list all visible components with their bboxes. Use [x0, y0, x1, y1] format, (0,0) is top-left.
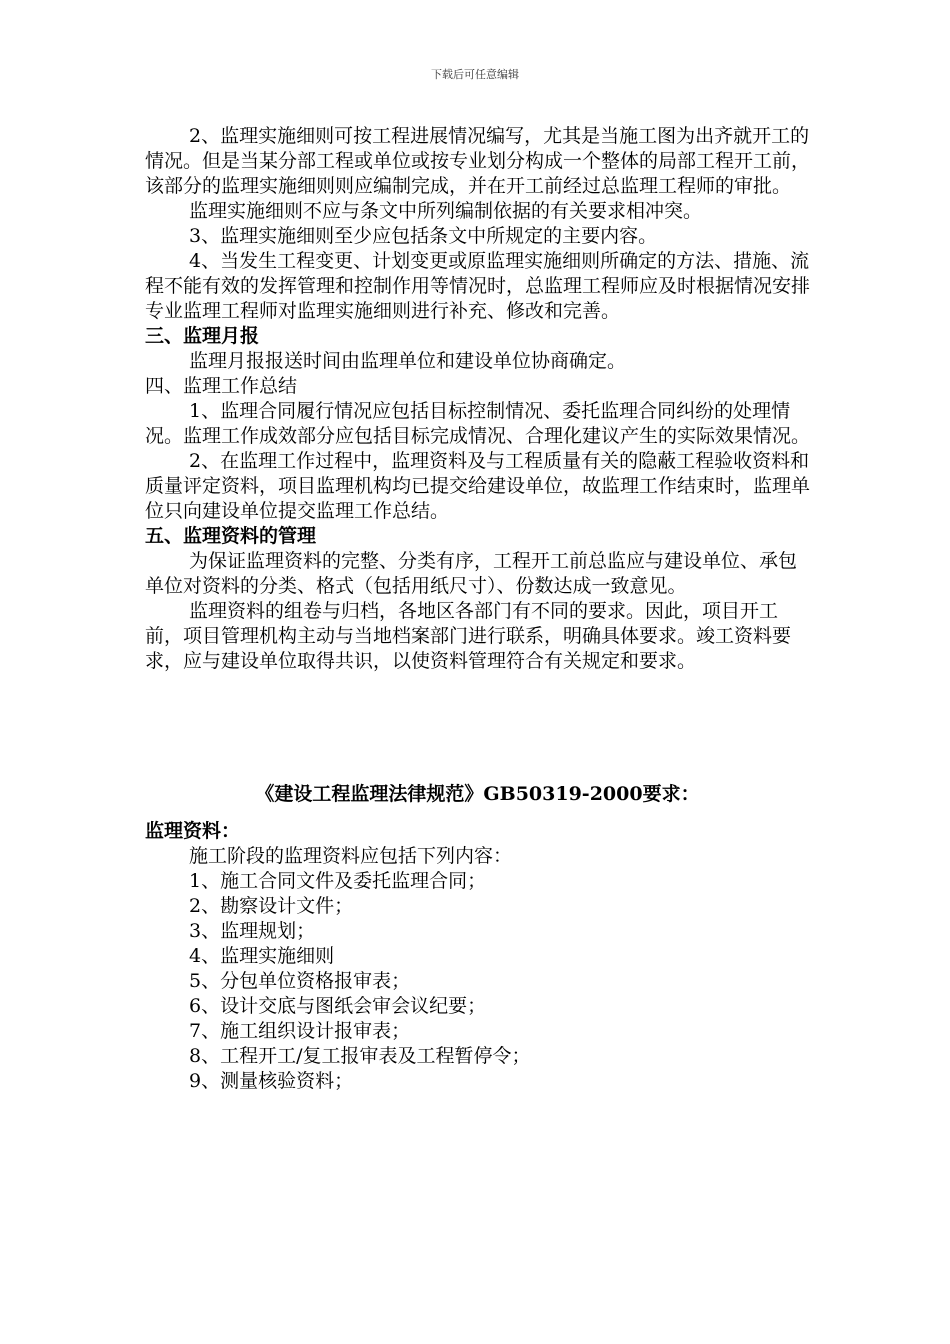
paragraph-item-2: 2、监理实施细则可按工程进展情况编写，尤其是当施工图为出齐就开工的情况。但是当某分部工程或单位或按专业划分构成一个整体的局部工程开工前，该部分的监理实施细则则应编制完成，并在开工前经过总监理工程师的审批。 — [145, 125, 811, 197]
paragraph-monthly-report: 监理月报报送时间由监理单位和建设单位协商确定。 — [189, 350, 627, 372]
paragraph-records-2: 监理资料的组卷与归档，各地区各部门有不同的要求。因此，项目开工前，项目管理机构主动与当地档案部门进行联系，明确具体要求。竣工资料要求，应与建设单位取得共识，以使资料管理符合有关规定和要求。 — [145, 600, 792, 672]
section-heading-records-management: 五、监理资料的管理 — [145, 525, 317, 547]
paragraph-no-conflict: 监理实施细则不应与条文中所列编制依据的有关要求相冲突。 — [189, 200, 703, 222]
spacer — [145, 807, 810, 819]
document-body — [145, 124, 810, 1094]
list-item: 1、施工合同文件及委托监理合同； — [189, 870, 487, 892]
paragraph-summary-2: 2、在监理工作过程中，监理资料及与工程质量有关的隐蔽工程验收资料和质量评定资料，项目监理机构均已提交给建设单位，故监理工作结束时，监理单位只向建设单位提交监理工作总结。 — [145, 450, 811, 522]
list-item: 6、设计交底与图纸会审会议纪要； — [189, 995, 487, 1017]
paragraph-item-4: 4、当发生工程变更、计划变更或原监理实施细则所确定的方法、措施、流程不能有效的发挥管理和控制作用等情况时，总监理工程师应及时根据情况安排专业监理工程师对监理实施细则进行补充、修改和完善。 — [145, 250, 811, 322]
standard-title: 《建设工程监理法律规范》GB50319-2000要求： — [255, 783, 700, 805]
list-item: 3、监理规划； — [189, 920, 316, 942]
paragraph-records-1: 为保证监理资料的完整、分类有序，工程开工前总监应与建设单位、承包单位对资料的分类、格式（包括用纸尺寸）、份数达成一致意见。 — [145, 550, 798, 597]
spacer — [145, 674, 810, 782]
materials-heading: 监理资料： — [145, 820, 241, 842]
list-item: 4、监理实施细则 — [189, 945, 335, 967]
page-header: 下载后可任意编辑 — [431, 68, 519, 81]
list-item: 9、测量核验资料； — [189, 1070, 354, 1092]
paragraph-item-3: 3、监理实施细则至少应包括条文中所规定的主要内容。 — [189, 225, 658, 247]
list-item: 7、施工组织设计报审表； — [189, 1020, 411, 1042]
paragraph-summary-1: 1、监理合同履行情况应包括目标控制情况、委托监理合同纠纷的处理情况。监理工作成效部分应包括目标完成情况、合理化建议产生的实际效果情况。 — [145, 400, 811, 447]
section-heading-monthly-report: 三、监理月报 — [145, 325, 260, 347]
list-item: 2、勘察设计文件； — [189, 895, 354, 917]
section-heading-work-summary: 四、监理工作总结 — [145, 375, 298, 397]
list-item: 8、工程开工/复工报审表及工程暂停令； — [189, 1045, 531, 1067]
materials-intro: 施工阶段的监理资料应包括下列内容： — [189, 845, 513, 867]
list-item: 5、分包单位资格报审表； — [189, 970, 411, 992]
